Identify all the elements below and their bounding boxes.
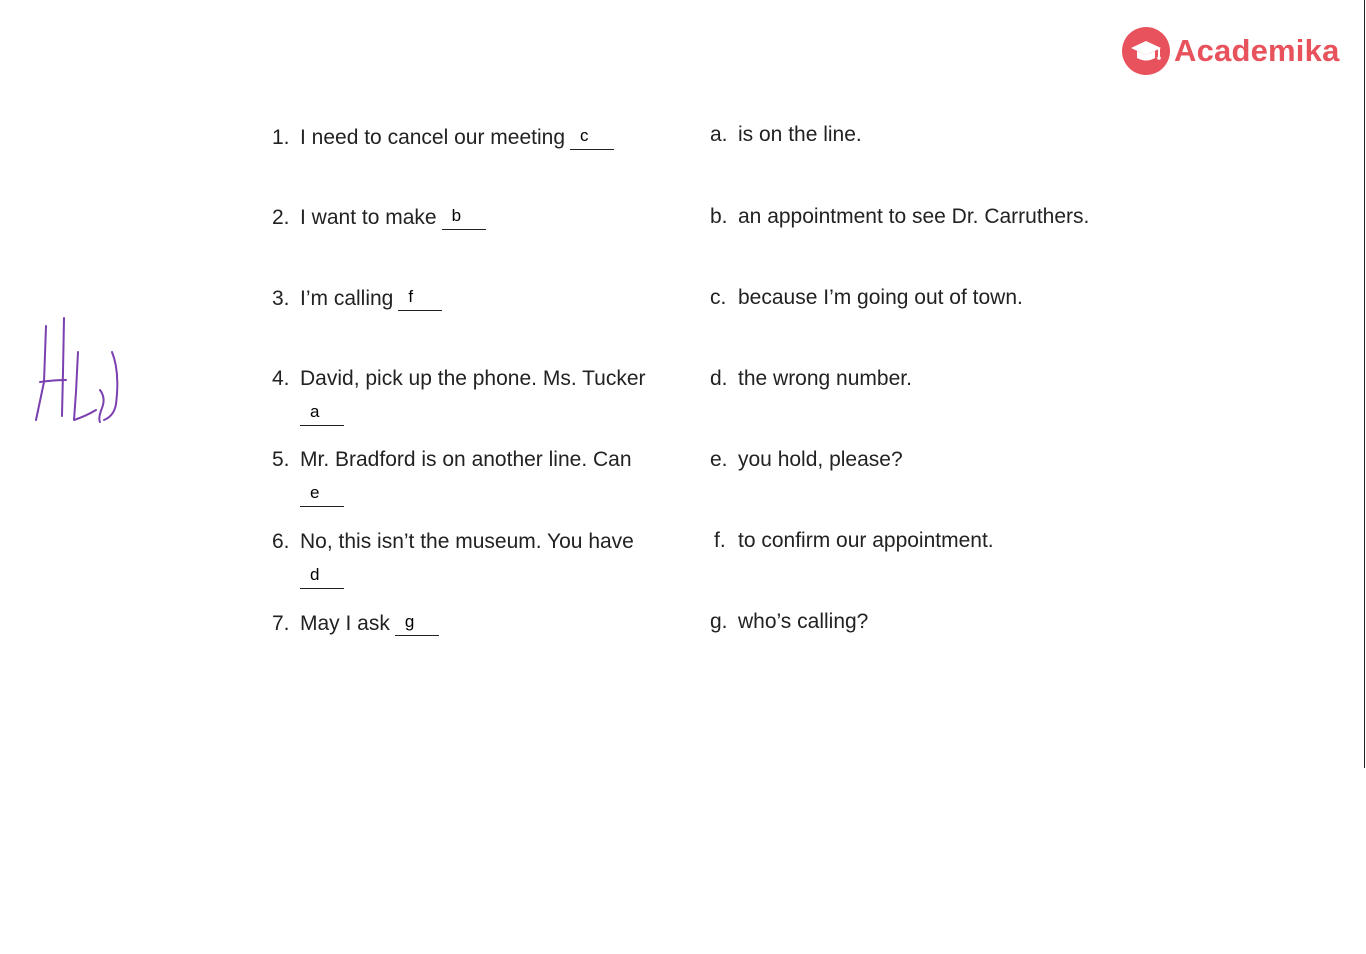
- option-text: is on the line.: [738, 123, 862, 146]
- question-number: 7.: [272, 612, 290, 635]
- question-number: 5.: [272, 448, 290, 471]
- option-text: you hold, please?: [738, 448, 903, 471]
- option-e: [710, 448, 903, 472]
- question-number: 4.: [272, 367, 290, 390]
- answer-blank[interactable]: [300, 482, 344, 507]
- answer-blank[interactable]: [398, 286, 442, 311]
- answer-value: g: [404, 612, 415, 631]
- scribble-strokes: [36, 318, 117, 422]
- answer-blank[interactable]: [395, 611, 439, 636]
- answer-value: f: [408, 287, 414, 306]
- question-5: [272, 448, 632, 507]
- answer-blank[interactable]: [300, 401, 344, 426]
- option-letter: e.: [710, 448, 728, 471]
- question-7: [272, 611, 439, 636]
- option-text: an appointment to see Dr. Carruthers.: [738, 205, 1090, 228]
- option-letter: a.: [710, 123, 728, 146]
- question-number: 3.: [272, 287, 290, 310]
- answer-value: a: [310, 402, 320, 421]
- option-c: [710, 286, 1023, 310]
- answer-value: c: [580, 126, 589, 145]
- question-text: I want to make: [300, 206, 437, 229]
- question-text: No, this isn’t the museum. You have: [300, 530, 634, 553]
- page-edge-divider: [1364, 0, 1365, 768]
- question-2: [272, 205, 486, 230]
- option-text: who’s calling?: [738, 610, 869, 633]
- question-text: I’m calling: [300, 287, 394, 310]
- question-3: [272, 286, 442, 311]
- question-4: [272, 367, 646, 426]
- option-text: to confirm our appointment.: [738, 529, 994, 552]
- option-f: [710, 529, 994, 553]
- option-text: the wrong number.: [738, 367, 912, 390]
- option-b: [710, 205, 1089, 229]
- option-g: [710, 610, 868, 634]
- option-a: [710, 123, 862, 147]
- answer-blank[interactable]: [300, 564, 344, 589]
- answer-value: e: [310, 483, 320, 502]
- academika-logo: [1122, 26, 1340, 76]
- question-number: 2.: [272, 206, 290, 229]
- option-letter: c.: [710, 286, 727, 309]
- answer-value: b: [451, 206, 462, 225]
- question-text: Mr. Bradford is on another line. Can: [300, 448, 632, 471]
- question-text: May I ask: [300, 612, 390, 635]
- answer-blank[interactable]: [570, 125, 614, 150]
- question-number: 1.: [272, 126, 290, 149]
- option-letter: f.: [714, 529, 726, 552]
- brand-name: Academika: [1174, 33, 1340, 68]
- question-1: [272, 125, 614, 150]
- option-letter: d.: [710, 367, 728, 390]
- question-number: 6.: [272, 530, 290, 553]
- option-text: because I’m going out of town.: [738, 286, 1023, 309]
- option-letter: g.: [710, 610, 728, 633]
- answer-blank[interactable]: [442, 205, 486, 230]
- option-d: [710, 367, 912, 391]
- handwritten-scribble: [30, 312, 130, 432]
- question-text: David, pick up the phone. Ms. Tucker: [300, 367, 646, 390]
- question-text: I need to cancel our meeting: [300, 126, 566, 149]
- graduation-cap-icon: [1122, 27, 1170, 75]
- option-letter: b.: [710, 205, 728, 228]
- question-6: [272, 530, 634, 589]
- answer-value: d: [310, 565, 320, 584]
